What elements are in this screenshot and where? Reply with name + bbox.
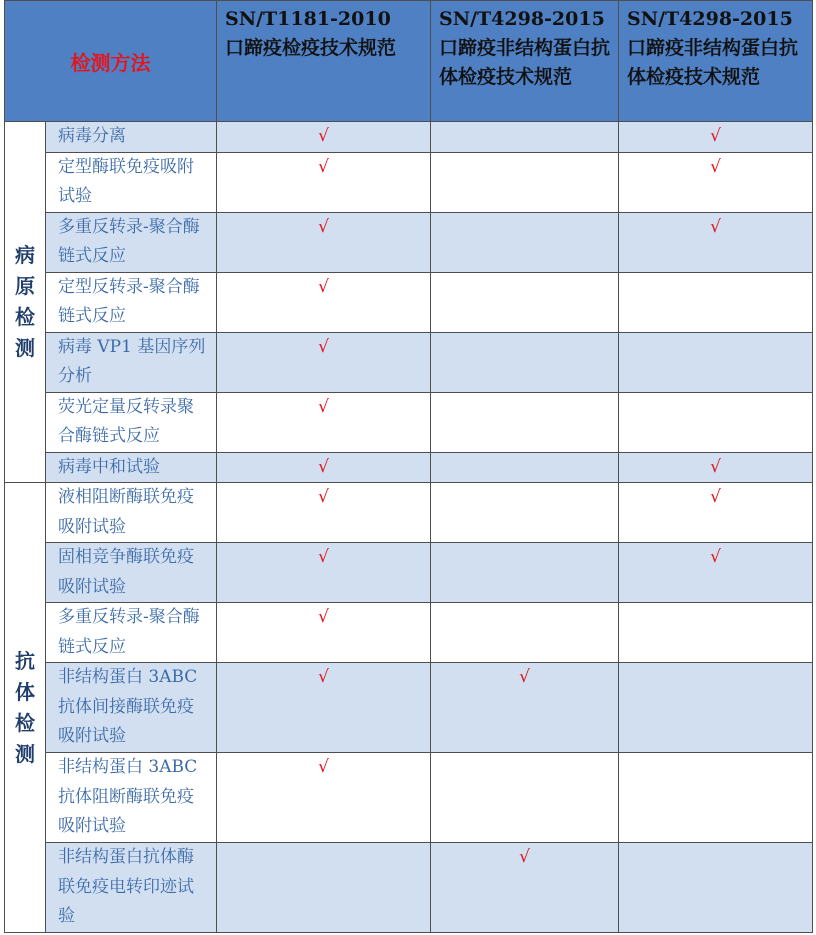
standards-comparison-table <box>4 0 813 933</box>
method-name: 定型酶联免疫吸附试验 <box>46 152 217 212</box>
table-row <box>5 212 813 272</box>
standard-cell-1 <box>217 272 431 332</box>
category-label-char: 测 <box>15 336 35 360</box>
standard-cell-1 <box>217 212 431 272</box>
standard-cell-3 <box>619 483 813 543</box>
category-label-char: 测 <box>15 741 35 766</box>
table-row <box>5 753 813 843</box>
method-name: 非结构蛋白抗体酶联免疫电转印迹试验 <box>46 843 217 933</box>
standard-cell-1 <box>217 152 431 212</box>
check-mark-icon: √ <box>710 456 721 477</box>
standard-cell-2 <box>431 543 619 603</box>
table-row <box>5 663 813 753</box>
table-row <box>5 452 813 483</box>
standard-header-3 <box>619 1 813 122</box>
check-mark-icon: √ <box>710 547 721 567</box>
standard-cell-1 <box>217 483 431 543</box>
standard-cell-2 <box>431 152 619 212</box>
standard-cell-3 <box>619 843 813 933</box>
standard-cell-3 <box>619 663 813 753</box>
standard-cell-1 <box>217 753 431 843</box>
standard-cell-1 <box>217 663 431 753</box>
standard-cell-1 <box>217 332 431 392</box>
standard-name: 口蹄疫非结构蛋白抗体检疫技术规范 <box>627 37 799 88</box>
check-mark-icon: √ <box>710 487 721 507</box>
standard-cell-1 <box>217 122 431 153</box>
standard-cell-1 <box>217 452 431 483</box>
standard-cell-1 <box>217 603 431 663</box>
check-mark-icon: √ <box>519 667 530 687</box>
standard-cell-3 <box>619 543 813 603</box>
check-mark-icon: √ <box>318 547 329 567</box>
check-mark-icon: √ <box>318 487 329 507</box>
standard-cell-3 <box>619 152 813 212</box>
check-mark-icon: √ <box>318 216 329 237</box>
category-label-0 <box>5 122 46 483</box>
check-mark-icon: √ <box>318 667 329 687</box>
check-mark-icon: √ <box>710 156 721 177</box>
method-name: 荧光定量反转录聚合酶链式反应 <box>46 392 217 452</box>
table-row <box>5 392 813 452</box>
standard-cell-3 <box>619 603 813 663</box>
standard-cell-2 <box>431 483 619 543</box>
standard-cell-1 <box>217 543 431 603</box>
category-label-char: 病 <box>15 243 35 267</box>
check-mark-icon: √ <box>318 156 329 177</box>
standard-header-2 <box>431 1 619 122</box>
standard-cell-3 <box>619 122 813 153</box>
standard-cell-1 <box>217 392 431 452</box>
standard-cell-3 <box>619 272 813 332</box>
standard-cell-2 <box>431 392 619 452</box>
standard-cell-2 <box>431 212 619 272</box>
table-row <box>5 603 813 663</box>
standard-cell-2 <box>431 122 619 153</box>
standards-table-container <box>4 0 813 933</box>
standard-code: SN/T4298-2015 <box>439 8 605 30</box>
table-body <box>5 122 813 933</box>
standard-cell-1 <box>217 843 431 933</box>
method-name: 病毒分离 <box>46 122 217 153</box>
method-name: 液相阻断酶联免疫吸附试验 <box>46 483 217 543</box>
table-row <box>5 152 813 212</box>
method-name: 非结构蛋白 3ABC 抗体阻断酶联免疫吸附试验 <box>46 753 217 843</box>
check-mark-icon: √ <box>318 396 329 417</box>
category-label-char: 检 <box>15 710 35 735</box>
category-label-char: 检 <box>15 305 35 329</box>
standard-cell-2 <box>431 603 619 663</box>
table-row <box>5 483 813 543</box>
check-mark-icon: √ <box>318 276 329 297</box>
standard-cell-3 <box>619 452 813 483</box>
method-name: 病毒中和试验 <box>46 452 217 483</box>
standard-cell-3 <box>619 332 813 392</box>
method-name: 病毒 VP1 基因序列分析 <box>46 332 217 392</box>
table-row <box>5 332 813 392</box>
method-name: 定型反转录-聚合酶链式反应 <box>46 272 217 332</box>
standard-code: SN/T1181-2010 <box>225 8 391 30</box>
method-name: 固相竞争酶联免疫吸附试验 <box>46 543 217 603</box>
check-mark-icon: √ <box>710 126 721 146</box>
category-label-char: 体 <box>15 679 35 704</box>
standard-header-1 <box>217 1 431 122</box>
standard-cell-2 <box>431 332 619 392</box>
standard-cell-3 <box>619 392 813 452</box>
table-row <box>5 843 813 933</box>
category-label-1 <box>5 483 46 933</box>
check-mark-icon: √ <box>710 216 721 237</box>
check-mark-icon: √ <box>318 757 329 777</box>
standard-name: 口蹄疫检疫技术规范 <box>225 37 397 59</box>
standard-name: 口蹄疫非结构蛋白抗体检疫技术规范 <box>439 37 611 88</box>
check-mark-icon: √ <box>318 456 329 477</box>
category-label-char: 原 <box>15 274 35 298</box>
standard-cell-2 <box>431 753 619 843</box>
check-mark-icon: √ <box>318 336 329 357</box>
standard-cell-2 <box>431 272 619 332</box>
method-name: 多重反转录-聚合酶链式反应 <box>46 603 217 663</box>
standard-cell-3 <box>619 753 813 843</box>
table-row <box>5 122 813 153</box>
table-row <box>5 272 813 332</box>
category-label-char: 抗 <box>15 648 35 673</box>
standard-cell-2 <box>431 663 619 753</box>
standard-cell-2 <box>431 452 619 483</box>
standard-code: SN/T4298-2015 <box>627 8 793 30</box>
method-name: 多重反转录-聚合酶链式反应 <box>46 212 217 272</box>
check-mark-icon: √ <box>318 126 329 146</box>
check-mark-icon: √ <box>519 847 530 867</box>
standard-cell-2 <box>431 843 619 933</box>
standard-cell-3 <box>619 212 813 272</box>
check-mark-icon: √ <box>318 607 329 627</box>
method-header: 检测方法 <box>5 1 217 122</box>
header-row <box>5 1 813 122</box>
method-name: 非结构蛋白 3ABC 抗体间接酶联免疫吸附试验 <box>46 663 217 753</box>
table-row <box>5 543 813 603</box>
